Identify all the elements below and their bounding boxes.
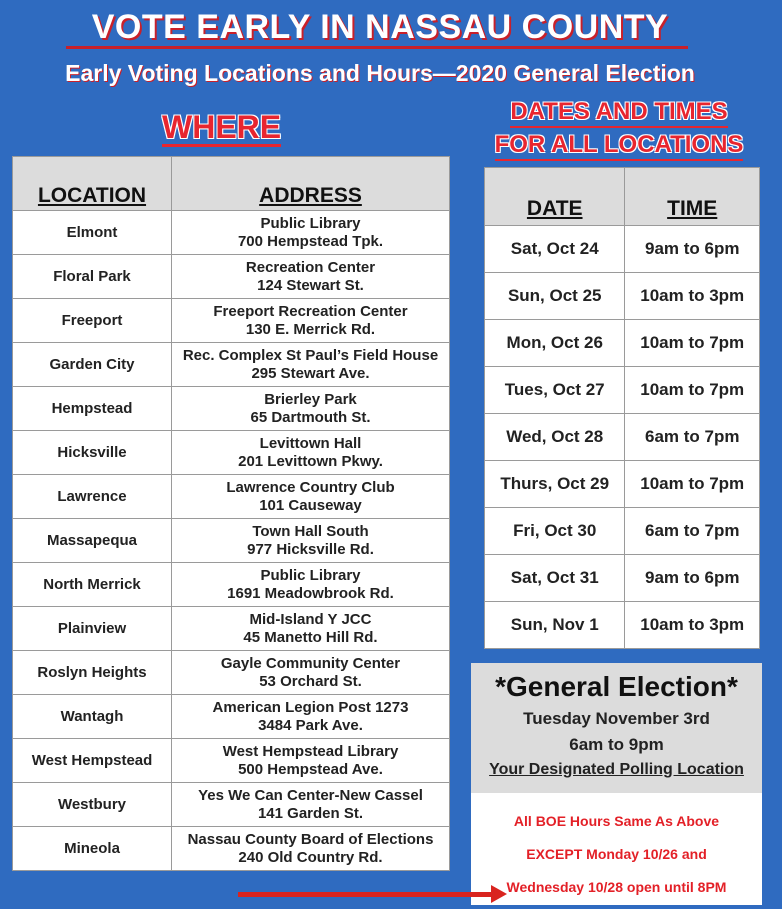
- dates-heading-line-1: DATES AND TIMES: [510, 98, 727, 128]
- location-address: [172, 211, 450, 255]
- schedule-row: [485, 320, 760, 367]
- schedule-date: Wed, Oct 28: [485, 414, 625, 461]
- address-line-1: Levittown Hall: [259, 434, 362, 452]
- location-address: [172, 431, 450, 475]
- schedule-row: [485, 226, 760, 273]
- location-row: [13, 563, 450, 607]
- location-row: [13, 695, 450, 739]
- address-line-1: American Legion Post 1273: [212, 698, 409, 716]
- location-row: [13, 783, 450, 827]
- location-column-header: LOCATION: [13, 157, 172, 211]
- address-line-2: 201 Levittown Pkwy.: [238, 452, 383, 470]
- address-line-1: Freeport Recreation Center: [213, 302, 408, 320]
- address-line-2: 700 Hempstead Tpk.: [237, 232, 384, 250]
- location-row: [13, 343, 450, 387]
- note-line-3: Wednesday 10/28 open until 8PM: [506, 879, 727, 895]
- schedule-row: [485, 273, 760, 320]
- schedule-date: Sun, Nov 1: [485, 602, 625, 649]
- schedule-time: 10am to 7pm: [625, 320, 760, 367]
- location-address: [172, 739, 450, 783]
- address-line-2: 124 Stewart St.: [257, 276, 364, 294]
- page-title: VOTE EARLY IN NASSAU COUNTY: [91, 8, 669, 46]
- address-line-1: Mid-Island Y JCC: [249, 610, 372, 628]
- where-heading: WHERE: [162, 109, 282, 145]
- schedule-body: [485, 226, 760, 649]
- schedule-row: [485, 508, 760, 555]
- address-line-1: Nassau County Board of Elections: [187, 830, 434, 848]
- location-name: Hicksville: [13, 431, 172, 475]
- location-name: Wantagh: [13, 695, 172, 739]
- location-name: West Hempstead: [13, 739, 172, 783]
- location-row: [13, 255, 450, 299]
- address-line-2: 500 Hempstead Ave.: [238, 760, 383, 778]
- election-hours: 6am to 9pm: [569, 735, 664, 754]
- location-name: Freeport: [13, 299, 172, 343]
- general-election-title: *General Election*: [495, 671, 738, 702]
- general-election-box: [471, 663, 762, 905]
- time-column-header: TIME: [625, 168, 760, 226]
- location-name: Roslyn Heights: [13, 651, 172, 695]
- location-name: Floral Park: [13, 255, 172, 299]
- location-address: [172, 695, 450, 739]
- location-address: [172, 651, 450, 695]
- address-line-2: 3484 Park Ave.: [258, 716, 363, 734]
- address-line-1: Yes We Can Center-New Cassel: [198, 786, 423, 804]
- location-row: [13, 739, 450, 783]
- location-row: [13, 475, 450, 519]
- title-underline: [66, 46, 688, 49]
- location-address: [172, 387, 450, 431]
- election-day: Tuesday November 3rd: [523, 709, 710, 728]
- schedule-row: [485, 367, 760, 414]
- location-address: [172, 607, 450, 651]
- location-row: [13, 299, 450, 343]
- address-line-2: 1691 Meadowbrook Rd.: [227, 584, 394, 602]
- address-line-1: Brierley Park: [264, 390, 357, 408]
- location-name: Westbury: [13, 783, 172, 827]
- note-line-1: All BOE Hours Same As Above: [513, 813, 720, 829]
- location-name: Massapequa: [13, 519, 172, 563]
- schedule-date: Thurs, Oct 29: [485, 461, 625, 508]
- address-line-2: 977 Hicksville Rd.: [247, 540, 374, 558]
- address-column-header: ADDRESS: [172, 157, 450, 211]
- address-line-1: Public Library: [260, 214, 361, 232]
- schedule-date: Sat, Oct 31: [485, 555, 625, 602]
- schedule-time: 10am to 7pm: [625, 461, 760, 508]
- boe-hours-note: [471, 793, 762, 904]
- location-address: [172, 255, 450, 299]
- address-line-2: 53 Orchard St.: [259, 672, 362, 690]
- address-line-2: 240 Old Country Rd.: [238, 848, 383, 866]
- location-name: Lawrence: [13, 475, 172, 519]
- schedule-row: [485, 414, 760, 461]
- location-name: Garden City: [13, 343, 172, 387]
- schedule-time: 6am to 7pm: [625, 414, 760, 461]
- address-line-2: 141 Garden St.: [257, 804, 364, 822]
- schedule-date: Sat, Oct 24: [485, 226, 625, 273]
- general-election-header: [471, 663, 762, 793]
- location-address: [172, 519, 450, 563]
- location-row: [13, 519, 450, 563]
- date-column-header: DATE: [485, 168, 625, 226]
- location-name: Plainview: [13, 607, 172, 651]
- location-row: [13, 651, 450, 695]
- schedule-time: 9am to 6pm: [625, 555, 760, 602]
- address-line-2: 101 Causeway: [259, 496, 362, 514]
- location-row: [13, 387, 450, 431]
- location-name: North Merrick: [13, 563, 172, 607]
- location-name: Elmont: [13, 211, 172, 255]
- address-line-1: Rec. Complex St Paul’s Field House: [182, 346, 439, 364]
- address-line-2: 45 Manetto Hill Rd.: [243, 628, 378, 646]
- schedule-row: [485, 461, 760, 508]
- location-address: [172, 475, 450, 519]
- locations-body: [13, 211, 450, 871]
- schedule-date: Sun, Oct 25: [485, 273, 625, 320]
- location-address: [172, 343, 450, 387]
- schedule-time: 10am to 3pm: [625, 273, 760, 320]
- schedule-row: [485, 555, 760, 602]
- address-line-2: 295 Stewart Ave.: [251, 364, 370, 382]
- schedule-date: Fri, Oct 30: [485, 508, 625, 555]
- schedule-time: 6am to 7pm: [625, 508, 760, 555]
- address-line-1: Town Hall South: [252, 522, 369, 540]
- note-line-2: EXCEPT Monday 10/26 and: [526, 846, 707, 862]
- address-line-1: West Hempstead Library: [222, 742, 399, 760]
- locations-table: [12, 156, 450, 871]
- location-name: Hempstead: [13, 387, 172, 431]
- location-row: [13, 211, 450, 255]
- schedule-time: 9am to 6pm: [625, 226, 760, 273]
- dates-heading-line-2: FOR ALL LOCATIONS: [495, 131, 744, 161]
- address-line-1: Recreation Center: [245, 258, 376, 276]
- red-arrow-icon: [491, 885, 507, 903]
- location-address: [172, 299, 450, 343]
- location-address: [172, 563, 450, 607]
- schedule-time: 10am to 3pm: [625, 602, 760, 649]
- schedule-time: 10am to 7pm: [625, 367, 760, 414]
- polling-location: Your Designated Polling Location: [489, 761, 744, 778]
- location-address: [172, 827, 450, 871]
- address-line-1: Public Library: [260, 566, 361, 584]
- location-row: [13, 827, 450, 871]
- address-line-1: Gayle Community Center: [220, 654, 401, 672]
- schedule-row: [485, 602, 760, 649]
- location-row: [13, 607, 450, 651]
- location-row: [13, 431, 450, 475]
- dates-heading: [478, 95, 760, 161]
- address-line-1: Lawrence Country Club: [226, 478, 395, 496]
- location-address: [172, 783, 450, 827]
- address-line-2: 130 E. Merrick Rd.: [245, 320, 376, 338]
- address-line-2: 65 Dartmouth St.: [250, 408, 371, 426]
- schedule-table: [484, 167, 760, 649]
- location-name: Mineola: [13, 827, 172, 871]
- schedule-date: Tues, Oct 27: [485, 367, 625, 414]
- page-subtitle: Early Voting Locations and Hours—2020 General Election: [65, 60, 695, 86]
- red-arrow-shaft: [238, 892, 493, 897]
- schedule-date: Mon, Oct 26: [485, 320, 625, 367]
